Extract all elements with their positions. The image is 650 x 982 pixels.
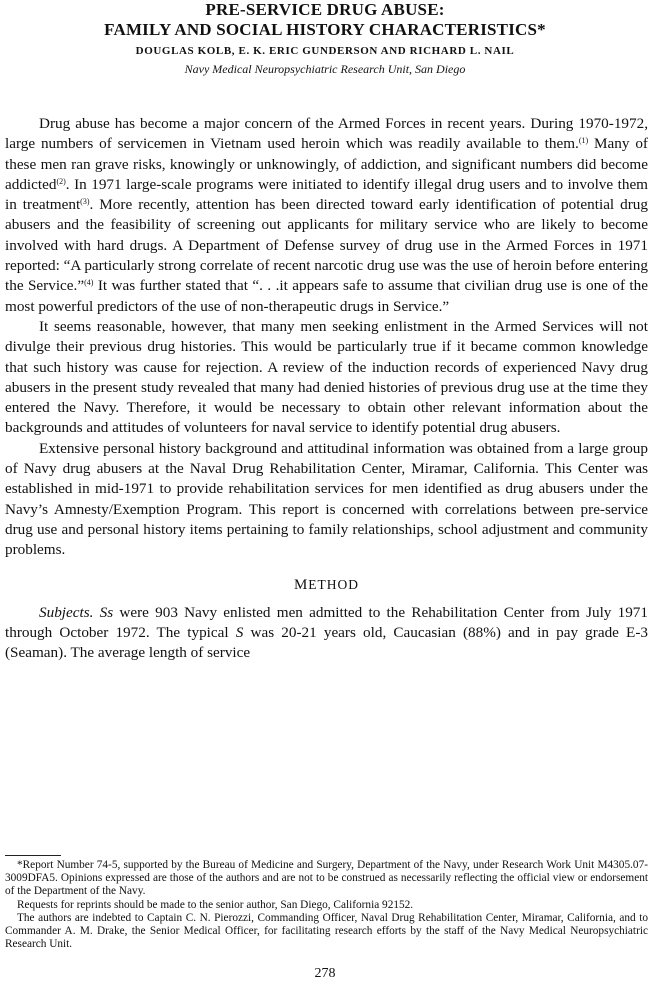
p1-text-a: Drug abuse has become a major concern of the Armed Forces in recent years. During 1970-1972, large numbers of servicemen in Vietnam used heroin which was readily available to them.	[5, 115, 648, 153]
reference-1: (1)	[578, 136, 589, 146]
method-heading	[5, 575, 648, 595]
page-number: 278	[314, 966, 336, 981]
reference-3: (3)	[80, 197, 90, 207]
subjects-label: Subjects.	[39, 603, 94, 621]
paragraph-4	[5, 603, 648, 664]
p4-s: S	[235, 624, 244, 642]
title-line-2: FAMILY AND SOCIAL HISTORY CHARACTERISTICS*	[104, 20, 546, 39]
footnote-acknowledgments: The authors are indebted to Captain C. N. Pierozzi, Commanding Officer, Naval Drug Rehabilitation Center, Miramar, California, and to Commander A. M. Drake, the Senior Medical Officer, for facilitating research efforts by the staff of the Navy Medical Neuropsychiatric Research Unit.	[5, 911, 648, 951]
reference-2: (2)	[56, 176, 66, 186]
reference-4: (4)	[84, 278, 94, 288]
footnote-rule	[5, 855, 61, 856]
p1-text-b: Many of these men ran grave risks, knowingly or unknowingly, of addiction, and significant numbers did become addicted	[5, 135, 648, 193]
paragraph-2: It seems reasonable, however, that many men seeking enlistment in the Armed Services will not divulge their previous drug histories. This would be particularly true if it became common knowledge that such history was cause for rejection. A review of the induction records of experienced Navy drug abusers in the present study revealed that many had denied histories of previous drug use at the time they entered the Navy. Therefore, it would be necessary to obtain other relevant information about the backgrounds and attitudes of volunteers for naval service to identify potential drug abusers.	[5, 317, 648, 437]
p1-text-d: . More recently, attention has been directed toward early identification of potential drug abusers and the feasibility of screening out applicants for military service who are likely to become involved with hard drugs. A Department of Defense survey of drug use in the Armed Forces in 1971 reported: “A particularly strong correlate of recent narcotic drug use was the use of heroin before entering the Service.”	[5, 196, 648, 295]
p1-text-c: . In 1971 large-scale programs were initiated to identify illegal drug users and to involve them in treatment	[5, 175, 648, 214]
paragraph-3: Extensive personal history background and attitudinal information was obtained from a large group of Navy drug abusers at the Naval Drug Rehabilitation Center, Miramar, California. This Center was established in mid-1971 to provide rehabilitation services for men identified as drug abusers under the Navy’s Amnesty/Exemption Program. This report is concerned with correlations between pre-service drug use and personal history items pertaining to family relationships, school adjustment and community problems.	[5, 439, 648, 559]
paragraph-1	[5, 114, 648, 317]
footnotes	[5, 859, 648, 951]
author-list: DOUGLAS KOLB, E. K. ERIC GUNDERSON AND RICHARD L. NAIL	[135, 45, 515, 57]
p4-ss: Ss	[99, 603, 114, 621]
title-line-1: PRE-SERVICE DRUG ABUSE:	[205, 0, 445, 19]
p4-text-b: was 20-21 years old, Caucasian (88%) and in pay grade E-3 (Seaman). The average length of service	[5, 624, 648, 662]
p4-text-a: were 903 Navy enlisted men admitted to the Rehabilitation Center from July 1971 through October 1972. The typical	[5, 603, 648, 642]
article-body	[5, 114, 648, 664]
affiliation: Navy Medical Neuropsychiatric Research Unit, San Diego	[184, 62, 466, 76]
footnote-funding: *Report Number 74-5, supported by the Bureau of Medicine and Surgery, Department of the Navy, under Research Work Unit M4305.07-3009DFA5. Opinions expressed are those of the authors and are not to be construed as necessarily reflecting the official view or endorsement of the Department of the Navy.	[5, 859, 648, 898]
method-heading-rest: ETHOD	[308, 576, 360, 592]
footnote-reprints: Requests for reprints should be made to the senior author, San Diego, California 92152.	[17, 898, 414, 911]
p1-text-e: It was further stated that “. . .it appears safe to assume that civilian drug use is one of the most powerful predictors of the use of non-therapeutic drugs in Service.”	[5, 277, 648, 315]
method-heading-initial: M	[293, 576, 309, 593]
